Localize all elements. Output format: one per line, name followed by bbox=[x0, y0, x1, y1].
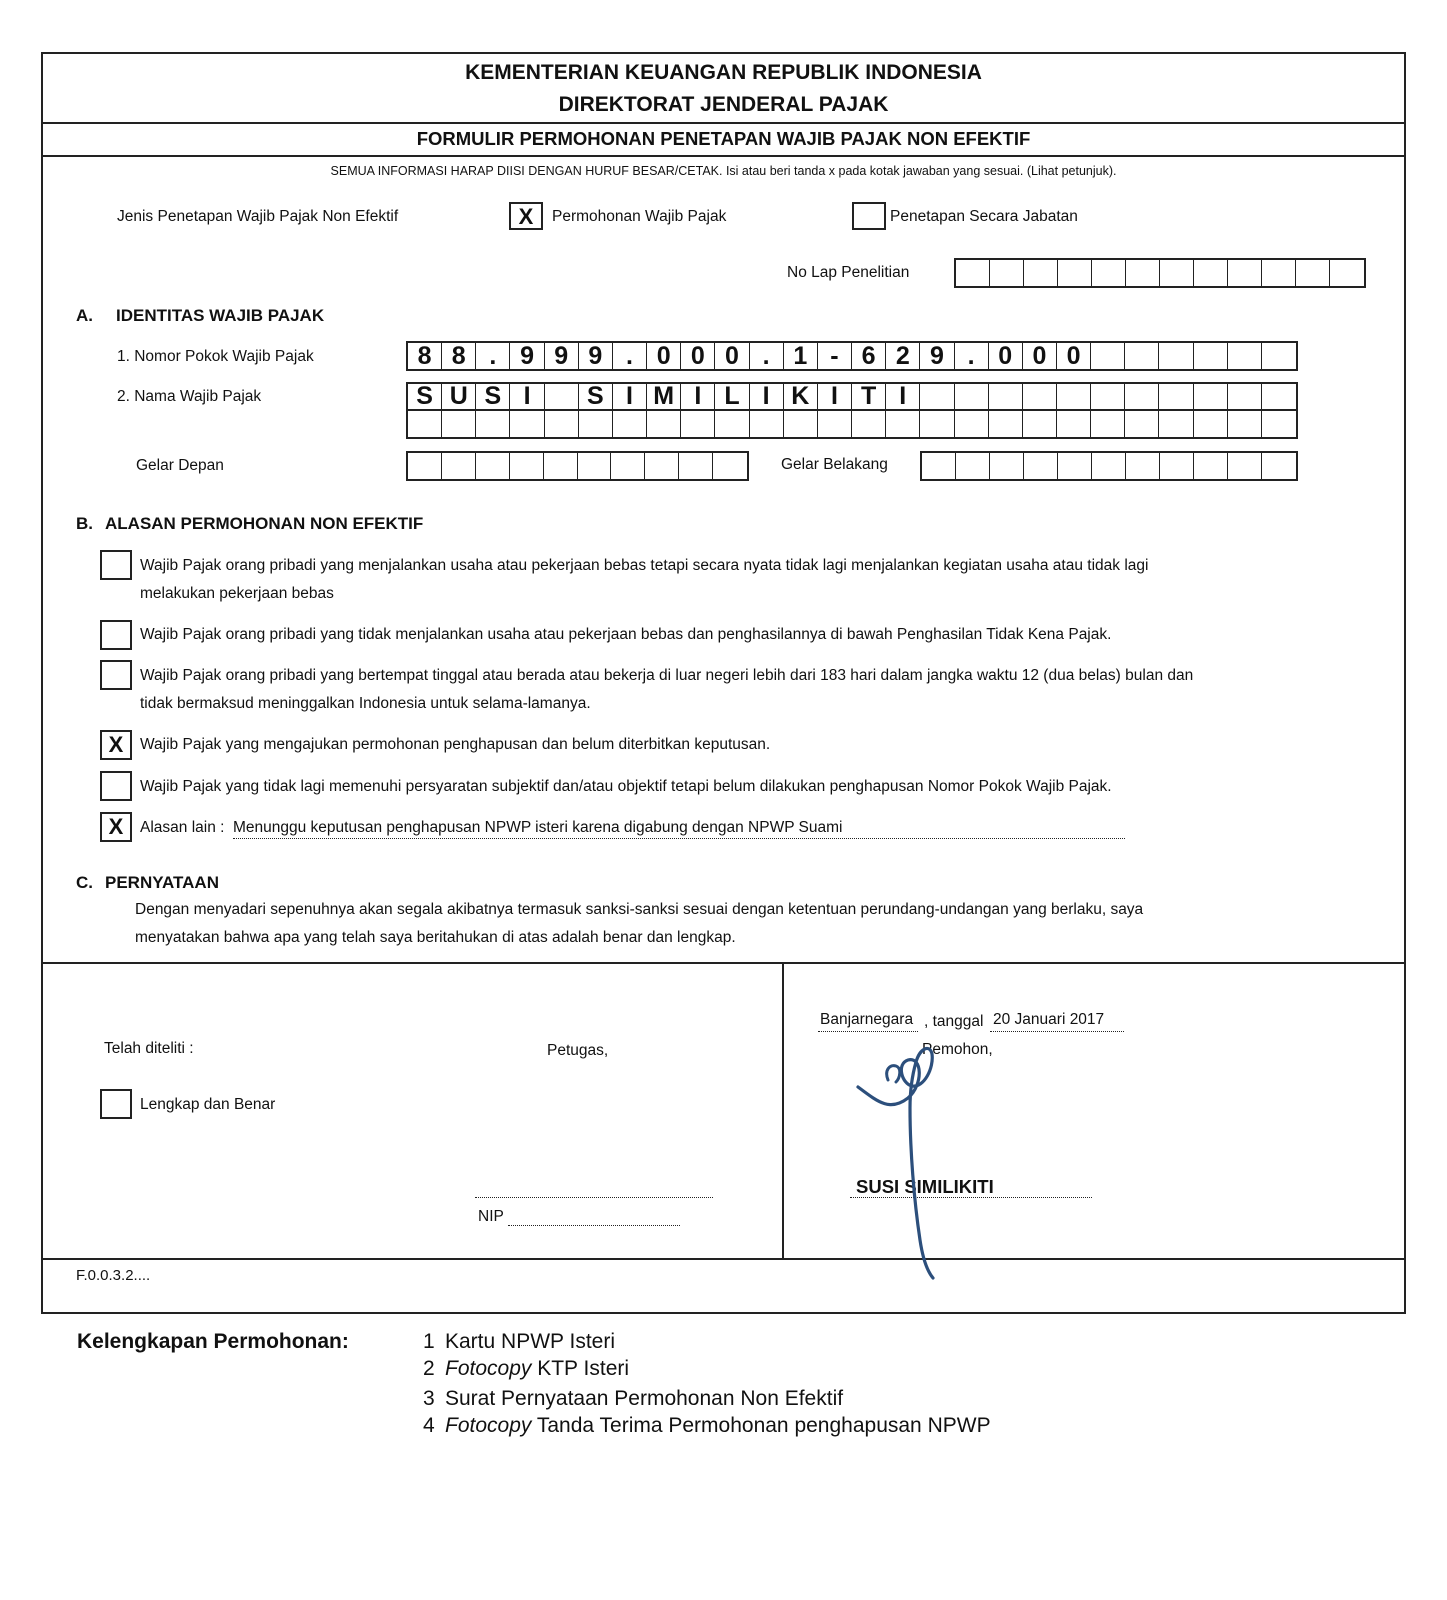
char-cell[interactable] bbox=[1228, 260, 1262, 286]
char-cell[interactable] bbox=[1160, 260, 1194, 286]
nip-line bbox=[508, 1225, 680, 1226]
instruction-text: SEMUA INFORMASI HARAP DIISI DENGAN HURUF BESAR/CETAK. Isi atau beri tanda x pada kotak jawaban yang sesuai. (Lihat petunjuk). bbox=[330, 164, 1117, 178]
directorate-heading: DIREKTORAT JENDERAL PAJAK bbox=[558, 93, 889, 116]
statement-line1: Dengan menyadari sepenuhnya akan segala akibatnya termasuk sanksi-sanksi sesuai dengan ketentuan perundang-undangan yang berlaku, saya bbox=[135, 901, 1144, 918]
date-underline bbox=[990, 1031, 1124, 1032]
section-c-title: PERNYATAAN bbox=[105, 873, 219, 892]
char-cell[interactable]: 0 bbox=[715, 343, 749, 369]
gelar-belakang-input[interactable] bbox=[920, 451, 1298, 481]
statement-line2: menyatakan bahwa apa yang telah saya beritahukan di atas adalah benar dan lengkap. bbox=[135, 929, 736, 946]
nama-input-row1[interactable] bbox=[406, 382, 1298, 411]
char-cell[interactable]: - bbox=[818, 343, 852, 369]
no-lap-input[interactable] bbox=[954, 258, 1366, 288]
signature-column-divider bbox=[782, 962, 784, 1259]
char-cell[interactable]: 2 bbox=[886, 343, 920, 369]
section-b-letter: B. bbox=[76, 514, 93, 533]
reason-5-checkbox[interactable] bbox=[100, 771, 132, 801]
char-cell[interactable] bbox=[886, 411, 920, 437]
lengkap-label: Lengkap dan Benar bbox=[140, 1096, 276, 1113]
char-cell[interactable]: 9 bbox=[579, 343, 613, 369]
applicant-name: SUSI SIMILIKITI bbox=[856, 1176, 994, 1197]
signature-top-divider bbox=[41, 962, 1406, 964]
lengkap-checkbox[interactable] bbox=[100, 1089, 132, 1119]
char-cell[interactable]: 0 bbox=[647, 343, 681, 369]
char-cell[interactable]: 6 bbox=[852, 343, 886, 369]
char-cell[interactable] bbox=[1092, 453, 1126, 479]
reason-5-line1: Wajib Pajak yang tidak lagi memenuhi persyaratan subjektif dan/atau objektif tetapi belum dilakukan penghapusan Nomor Pokok Wajib Pajak. bbox=[140, 778, 1112, 795]
char-cell[interactable] bbox=[442, 411, 476, 437]
char-cell[interactable]: 0 bbox=[1057, 343, 1091, 369]
char-cell[interactable] bbox=[1159, 411, 1193, 437]
nama-label: 2. Nama Wajib Pajak bbox=[117, 388, 262, 405]
reason-3-checkbox[interactable] bbox=[100, 660, 132, 690]
char-cell[interactable] bbox=[955, 411, 989, 437]
char-cell[interactable] bbox=[545, 384, 579, 409]
char-cell[interactable] bbox=[989, 384, 1023, 409]
char-cell[interactable] bbox=[1126, 453, 1160, 479]
item-italic: Fotocopy bbox=[445, 1414, 532, 1437]
char-cell[interactable]: 1 bbox=[784, 343, 818, 369]
kelengkapan-item-1 bbox=[423, 1330, 615, 1354]
char-cell[interactable] bbox=[1125, 343, 1159, 369]
char-cell[interactable]: T bbox=[852, 384, 886, 409]
reason-4-checkbox[interactable]: X bbox=[100, 730, 132, 760]
char-cell[interactable]: 9 bbox=[545, 343, 579, 369]
char-cell[interactable] bbox=[1228, 453, 1262, 479]
reason-1-checkbox[interactable] bbox=[100, 550, 132, 580]
char-cell[interactable] bbox=[476, 453, 510, 479]
char-cell[interactable]: S bbox=[408, 384, 442, 409]
place-value[interactable]: Banjarnegara bbox=[820, 1011, 914, 1028]
char-cell[interactable]: M bbox=[647, 384, 681, 409]
char-cell[interactable] bbox=[408, 453, 442, 479]
other-reason-label: Alasan lain : bbox=[140, 819, 225, 836]
telah-diteliti-label: Telah diteliti : bbox=[104, 1040, 194, 1057]
char-cell[interactable] bbox=[1159, 384, 1193, 409]
tanggal-label: , tanggal bbox=[924, 1013, 984, 1030]
no-lap-label: No Lap Penelitian bbox=[787, 264, 910, 281]
char-cell[interactable] bbox=[1262, 260, 1296, 286]
char-cell[interactable]: 9 bbox=[510, 343, 544, 369]
char-cell[interactable] bbox=[476, 411, 510, 437]
kelengkapan-item-2 bbox=[423, 1357, 629, 1381]
char-cell[interactable]: . bbox=[476, 343, 510, 369]
char-cell[interactable]: . bbox=[613, 343, 647, 369]
char-cell[interactable] bbox=[1194, 260, 1228, 286]
char-cell[interactable]: 0 bbox=[1023, 343, 1057, 369]
char-cell[interactable] bbox=[989, 411, 1023, 437]
char-cell[interactable] bbox=[1023, 411, 1057, 437]
npwp-input[interactable] bbox=[406, 341, 1298, 371]
form-title: FORMULIR PERMOHONAN PENETAPAN WAJIB PAJAK NON EFEKTIF bbox=[416, 128, 1031, 149]
char-cell[interactable] bbox=[1262, 453, 1296, 479]
gelar-depan-label: Gelar Depan bbox=[136, 457, 224, 474]
char-cell[interactable]: S bbox=[579, 384, 613, 409]
char-cell[interactable] bbox=[852, 411, 886, 437]
char-cell[interactable] bbox=[578, 453, 612, 479]
other-reason-value[interactable]: Menunggu keputusan penghapusan NPWP isteri karena digabung dengan NPWP Suami bbox=[233, 819, 843, 836]
handwritten-signature bbox=[850, 1040, 950, 1285]
char-cell[interactable]: U bbox=[442, 384, 476, 409]
char-cell[interactable]: . bbox=[955, 343, 989, 369]
kelengkapan-item-4 bbox=[423, 1414, 991, 1438]
char-cell[interactable] bbox=[1228, 343, 1262, 369]
char-cell[interactable]: 8 bbox=[442, 343, 476, 369]
kelengkapan-title: Kelengkapan Permohonan: bbox=[77, 1330, 349, 1353]
char-cell[interactable]: 0 bbox=[989, 343, 1023, 369]
other-reason-underline bbox=[233, 838, 1125, 839]
gelar-belakang-label: Gelar Belakang bbox=[781, 456, 888, 473]
char-cell[interactable] bbox=[613, 411, 647, 437]
item-number: 3 bbox=[423, 1387, 435, 1410]
char-cell[interactable] bbox=[408, 411, 442, 437]
char-cell[interactable] bbox=[1058, 453, 1092, 479]
char-cell[interactable] bbox=[645, 453, 679, 479]
item-number: 1 bbox=[423, 1330, 435, 1353]
pemohon-label: Pemohon, bbox=[922, 1041, 993, 1058]
reason-3-line1: Wajib Pajak orang pribadi yang bertempat tinggal atau berada atau bekerja di luar negeri lebih dari 183 hari dalam jangka waktu 12 (dua belas) bulan dan bbox=[140, 667, 1194, 684]
section-a-letter: A. bbox=[76, 306, 93, 325]
header-divider bbox=[41, 122, 1406, 124]
char-cell[interactable] bbox=[545, 411, 579, 437]
char-cell[interactable] bbox=[1024, 453, 1058, 479]
reason-1-line1: Wajib Pajak orang pribadi yang menjalankan usaha atau pekerjaan bebas tetapi secara nyata tidak lagi menjalankan kegiatan usaha atau tidak lagi bbox=[140, 557, 1149, 574]
other-reason-checkbox[interactable]: X bbox=[100, 812, 132, 842]
item-text: Kartu NPWP Isteri bbox=[445, 1330, 615, 1353]
char-cell[interactable] bbox=[1125, 411, 1159, 437]
item-text: Surat Pernyataan Permohonan Non Efektif bbox=[445, 1387, 844, 1410]
item-number: 4 bbox=[423, 1414, 435, 1437]
permohonan-checkbox[interactable]: X bbox=[509, 202, 543, 230]
char-cell[interactable] bbox=[1330, 260, 1364, 286]
char-cell[interactable] bbox=[818, 411, 852, 437]
char-cell[interactable] bbox=[1091, 411, 1125, 437]
reason-1-line2: melakukan pekerjaan bebas bbox=[140, 585, 334, 602]
char-cell[interactable] bbox=[510, 453, 544, 479]
char-cell[interactable]: S bbox=[476, 384, 510, 409]
char-cell[interactable] bbox=[1058, 260, 1092, 286]
char-cell[interactable] bbox=[784, 411, 818, 437]
item-text: KTP Isteri bbox=[531, 1357, 630, 1380]
char-cell[interactable] bbox=[1262, 343, 1296, 369]
char-cell[interactable]: L bbox=[715, 384, 749, 409]
char-cell[interactable] bbox=[1194, 453, 1228, 479]
char-cell[interactable] bbox=[1194, 343, 1228, 369]
item-number: 2 bbox=[423, 1357, 435, 1380]
char-cell[interactable] bbox=[544, 453, 578, 479]
char-cell[interactable] bbox=[956, 453, 990, 479]
char-cell[interactable] bbox=[1262, 384, 1296, 409]
char-cell[interactable]: K bbox=[784, 384, 818, 409]
char-cell[interactable]: I bbox=[681, 384, 715, 409]
char-cell[interactable]: I bbox=[613, 384, 647, 409]
section-a-title: IDENTITAS WAJIB PAJAK bbox=[116, 306, 325, 325]
char-cell[interactable] bbox=[510, 411, 544, 437]
npwp-label: 1. Nomor Pokok Wajib Pajak bbox=[117, 348, 314, 365]
char-cell[interactable] bbox=[1194, 411, 1228, 437]
permohonan-label: Permohonan Wajib Pajak bbox=[552, 208, 727, 225]
char-cell[interactable] bbox=[1091, 384, 1125, 409]
reason-4-line1: Wajib Pajak yang mengajukan permohonan penghapusan dan belum diterbitkan keputusan. bbox=[140, 736, 771, 753]
petugas-signature-line bbox=[475, 1197, 713, 1198]
char-cell[interactable]: 0 bbox=[681, 343, 715, 369]
char-cell[interactable] bbox=[1194, 384, 1228, 409]
reason-2-line1: Wajib Pajak orang pribadi yang tidak menjalankan usaha atau pekerjaan bebas dan penghasilannya di bawah Penghasilan Tidak Kena Pajak. bbox=[140, 626, 1112, 643]
char-cell[interactable] bbox=[1092, 260, 1126, 286]
ministry-heading: KEMENTERIAN KEUANGAN REPUBLIK INDONESIA bbox=[465, 61, 982, 84]
char-cell[interactable]: I bbox=[818, 384, 852, 409]
char-cell[interactable] bbox=[750, 411, 784, 437]
char-cell[interactable]: 9 bbox=[920, 343, 954, 369]
char-cell[interactable] bbox=[1160, 453, 1194, 479]
char-cell[interactable]: I bbox=[886, 384, 920, 409]
char-cell[interactable] bbox=[715, 411, 749, 437]
form-code: F.0.0.3.2.... bbox=[76, 1267, 151, 1284]
char-cell[interactable] bbox=[1125, 384, 1159, 409]
char-cell[interactable] bbox=[920, 384, 954, 409]
jenis-label: Jenis Penetapan Wajib Pajak Non Efektif bbox=[117, 208, 399, 225]
char-cell[interactable] bbox=[1023, 384, 1057, 409]
date-value[interactable]: 20 Januari 2017 bbox=[993, 1011, 1105, 1028]
char-cell[interactable] bbox=[442, 453, 476, 479]
nip-label: NIP bbox=[478, 1208, 504, 1225]
char-cell[interactable]: 8 bbox=[408, 343, 442, 369]
gelar-depan-input[interactable] bbox=[406, 451, 749, 481]
char-cell[interactable] bbox=[1057, 411, 1091, 437]
char-cell[interactable] bbox=[681, 411, 715, 437]
char-cell[interactable]: I bbox=[510, 384, 544, 409]
char-cell[interactable] bbox=[647, 411, 681, 437]
section-b-title: ALASAN PERMOHONAN NON EFEKTIF bbox=[105, 514, 424, 533]
nama-input-row2[interactable] bbox=[406, 409, 1298, 439]
signature-loop bbox=[887, 1066, 900, 1082]
char-cell[interactable]: . bbox=[750, 343, 784, 369]
char-cell[interactable] bbox=[611, 453, 645, 479]
char-cell[interactable] bbox=[955, 384, 989, 409]
char-cell[interactable] bbox=[956, 260, 990, 286]
char-cell[interactable] bbox=[920, 411, 954, 437]
char-cell[interactable] bbox=[1262, 411, 1296, 437]
char-cell[interactable] bbox=[679, 453, 713, 479]
jabatan-label: Penetapan Secara Jabatan bbox=[890, 208, 1078, 225]
char-cell[interactable] bbox=[1228, 384, 1262, 409]
char-cell[interactable] bbox=[579, 411, 613, 437]
section-c-letter: C. bbox=[76, 873, 93, 892]
char-cell[interactable]: I bbox=[750, 384, 784, 409]
char-cell[interactable] bbox=[713, 453, 747, 479]
char-cell[interactable] bbox=[990, 260, 1024, 286]
char-cell[interactable] bbox=[1091, 343, 1125, 369]
char-cell[interactable] bbox=[922, 453, 956, 479]
reason-2-checkbox[interactable] bbox=[100, 620, 132, 650]
char-cell[interactable] bbox=[990, 453, 1024, 479]
char-cell[interactable] bbox=[1296, 260, 1330, 286]
place-underline bbox=[818, 1031, 918, 1032]
item-text: Tanda Terima Permohonan penghapusan NPWP bbox=[531, 1414, 991, 1437]
item-italic: Fotocopy bbox=[445, 1357, 532, 1380]
petugas-label: Petugas, bbox=[547, 1042, 609, 1059]
char-cell[interactable] bbox=[1126, 260, 1160, 286]
title-divider bbox=[41, 155, 1406, 157]
char-cell[interactable] bbox=[1228, 411, 1262, 437]
jabatan-checkbox[interactable] bbox=[852, 202, 886, 230]
char-cell[interactable] bbox=[1024, 260, 1058, 286]
reason-3-line2: tidak bermaksud meninggalkan Indonesia untuk selama-lamanya. bbox=[140, 695, 591, 712]
footer-divider bbox=[41, 1258, 1406, 1260]
char-cell[interactable] bbox=[1159, 343, 1193, 369]
char-cell[interactable] bbox=[1057, 384, 1091, 409]
kelengkapan-item-3 bbox=[423, 1387, 843, 1411]
